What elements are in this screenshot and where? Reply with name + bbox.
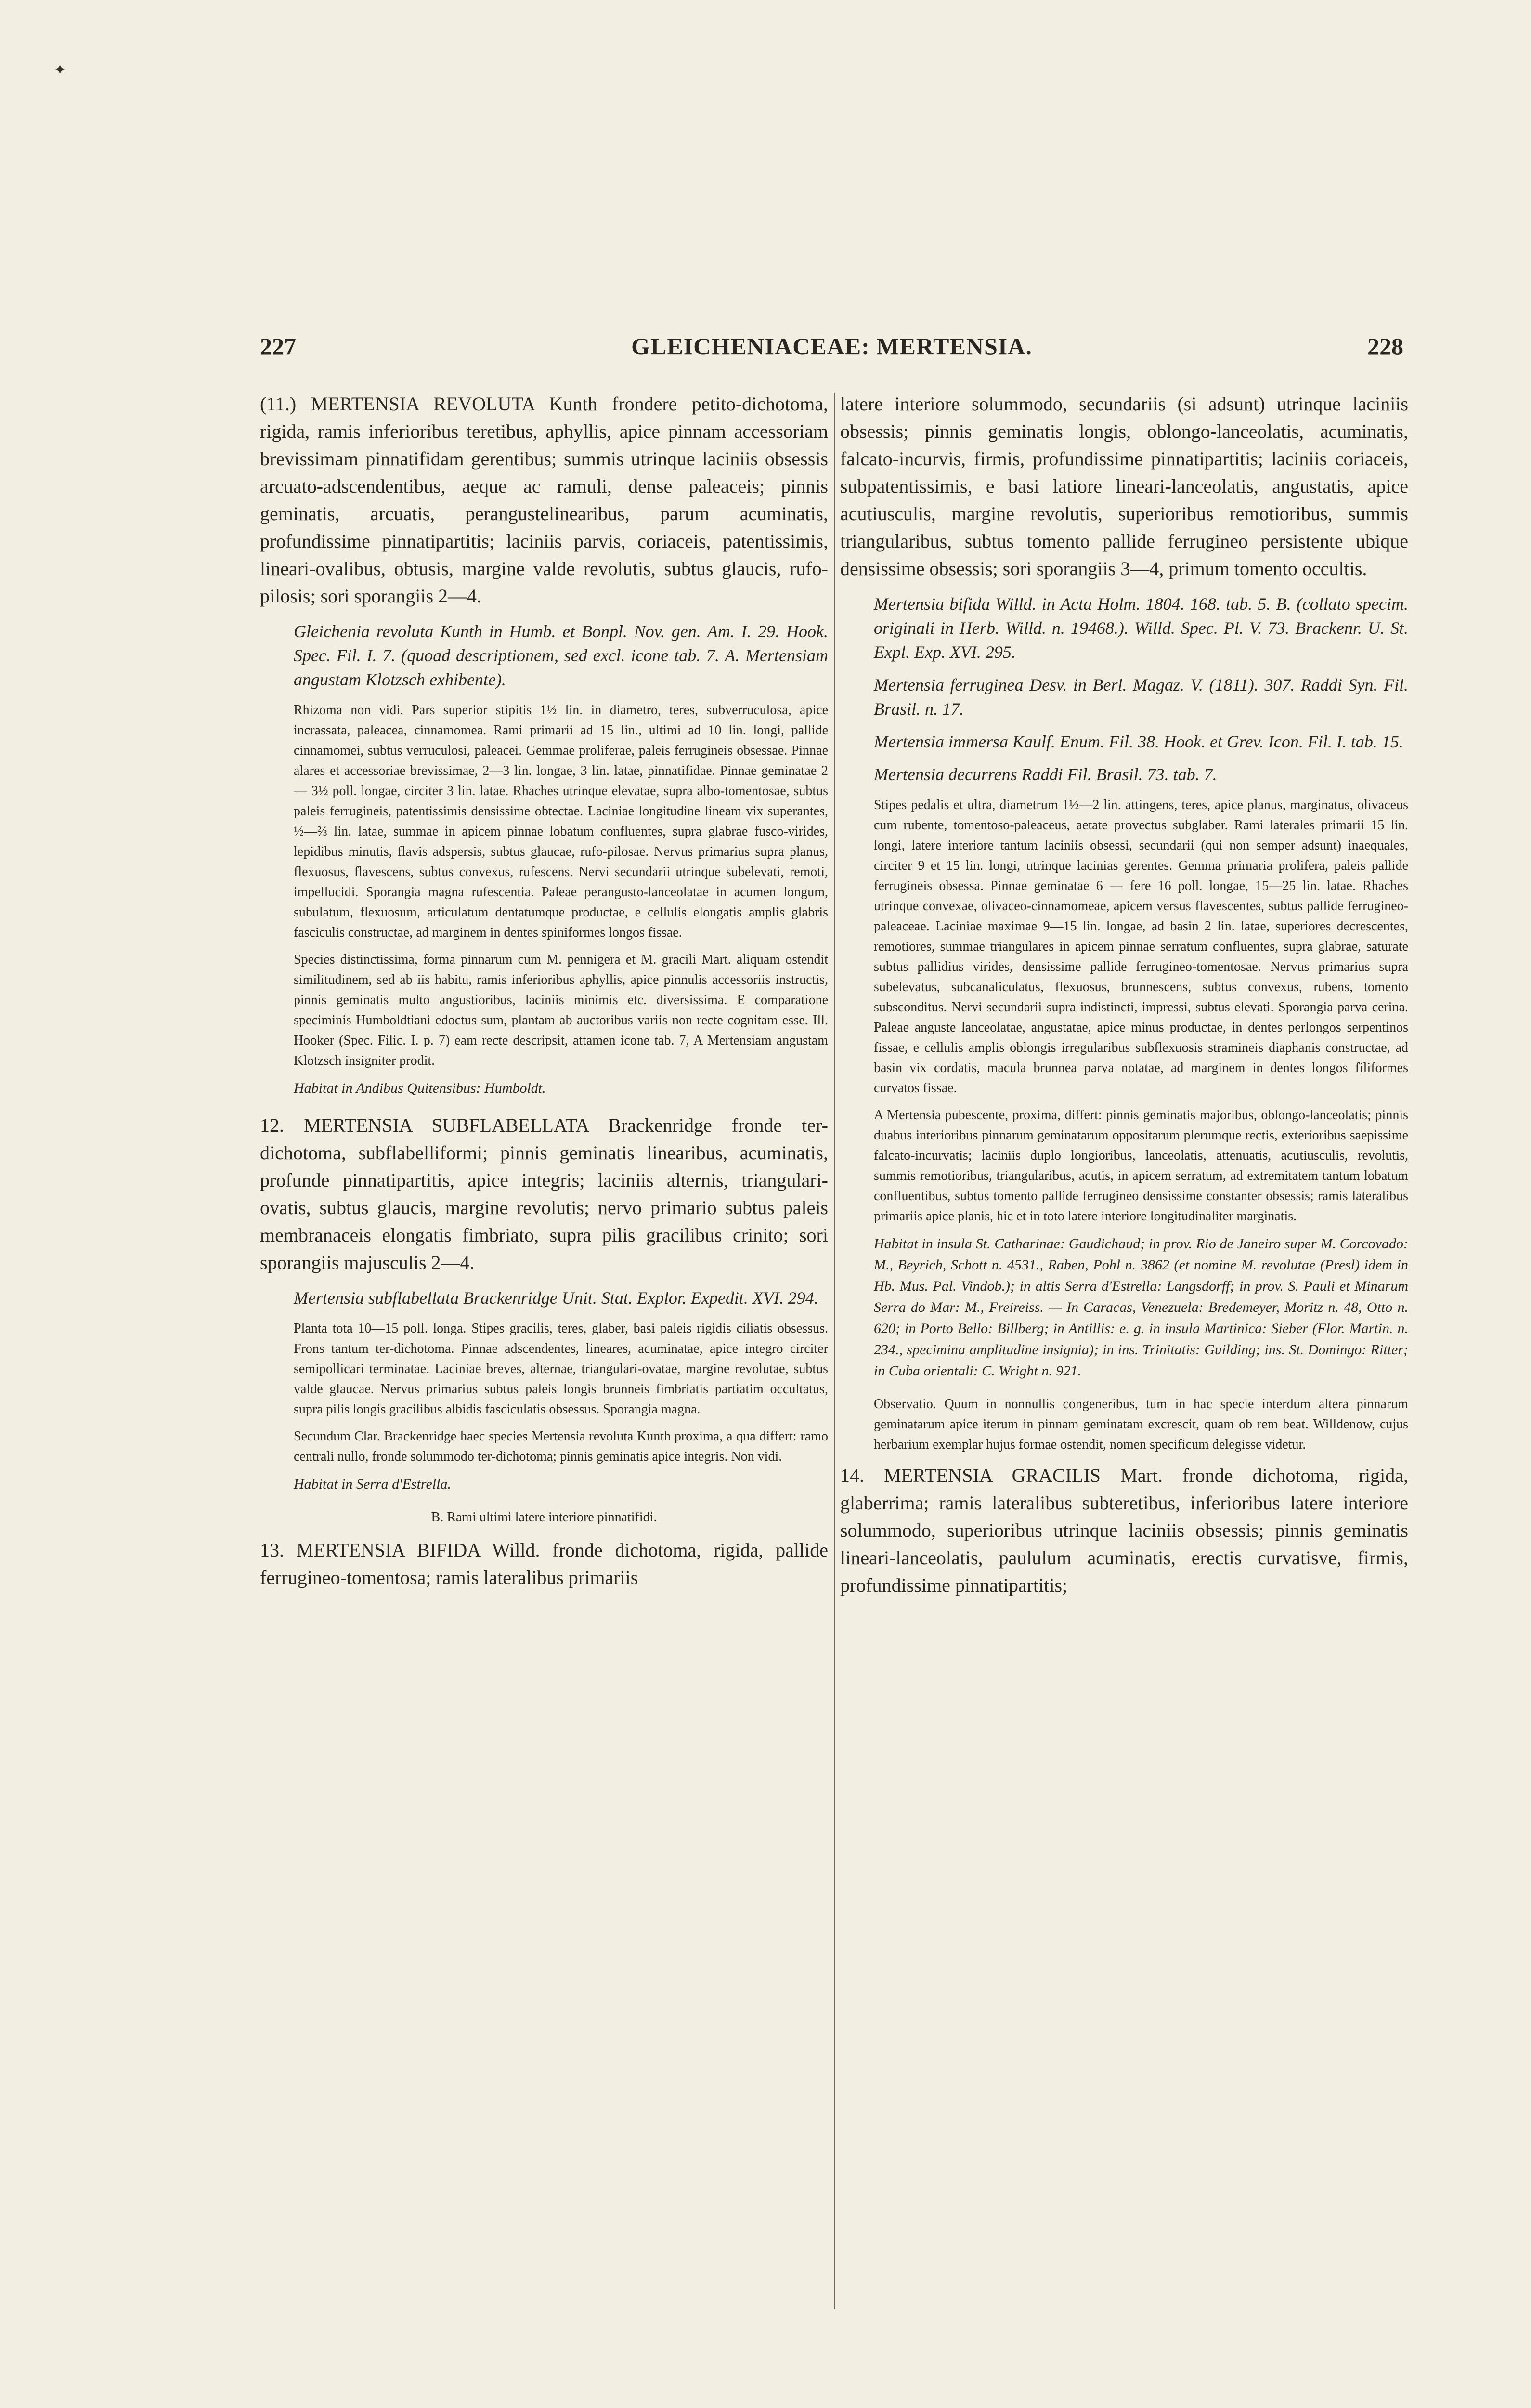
synonymy-citation: Mertensia immersa Kaulf. Enum. Fil. 38. Hook. et Grev. Icon. Fil. I. tab. 15.: [874, 732, 1403, 751]
left-column: [260, 390, 828, 2408]
species-description: (11.) MERTENSIA REVOLUTA Kunth frondere petito-dichotoma, rigida, ramis inferioribus teretibus, aphyllis, apice pinnam accessoriam brevissimam pinnatifidam gerentibus; summis utrinque laciniis obsessis arcuato-adscendentibus, aeque ac ramuli, dense paleaceis; pinnis geminatis, arcuatis, perangustelinearibus, parum acuminatis, profundissime pinnatipartitis; laciniis parvis, coriaceis, patentissimis, lineari-ovalibus, obtusis, margine valde revolutis, subtus glaucis, rufo-pilosis; sori sporangiis 2—4.: [260, 393, 828, 607]
synonymy-citation: Mertensia ferruginea Desv. in Berl. Magaz. V. (1811). 307. Raddi Syn. Fil. Brasil. n. 17.: [874, 675, 1408, 719]
habitat-line: Habitat in insula St. Catharinae: Gaudichaud; in prov. Rio de Janeiro super M. Corcovado: M., Beyrich, Schott n. 4531., Raben, Pohl n. 3862 (et nomine M. revolutae (Presl) idem in Hb. Mus. Pal. Vindob.); in altis Serra d'Estrella: Langsdorff; in prov. S. Pauli et Minarum Serra do Mar: M., Freireiss. — In Caracas, Venezuela: Bredemeyer, Moritz n. 48, Otto n. 620; in Porto Bello: Billberg; in Antillis: e. g. in insula Martinica: Sieber (Flor. Martin. n. 234., specimina amplitudine insignia); in ins. Trinitatis: Guilding; ins. St. Domingo: Ritter; in Cuba orientali: C. Wright n. 921.: [874, 1236, 1408, 1379]
observation-paragraph: Observatio. Quum in nonnullis congeneribus, tum in hac specie interdum altera pinnarum geminatarum apice iterum in pinnam geminatam excrescit, quam ob rem beat. Willdenow, cujus herbarium exemplar hujus formae ostendit, nomen specificum delegisse videtur.: [874, 1397, 1408, 1452]
habitat-line: Habitat in Serra d'Estrella.: [294, 1476, 451, 1492]
page-number-right: 228: [1367, 333, 1403, 360]
margin-mark: ✦: [54, 62, 66, 78]
morphology-paragraph: Stipes pedalis et ultra, diametrum 1½—2 lin. attingens, teres, apice planus, marginatus, olivaceus cum rubente, tomentoso-paleaceus, aetate provectus subglaber. Rami laterales primarii 15 lin. longi, latere interiore tantum laciniis obsessi, secundarii (qui non semper adsunt) inaequales, circiter 9 et 15 lin. longi, utrinque lacinias gerentes. Gemma primaria prolifera, paleis pallide ferrugineis obsessa. Pinnae geminatae 6 — fere 16 poll. longae, 15—25 lin. latae. Rhaches utrinque convexae, olivaceo-cinnamomeae, apicem versus flavescentes, subtus pallide ferrugineo-paleaceae. Laciniae maximae 9—15 lin. longae, ad basin 2 lin. latae, superiores decrescentes, remotiores, summae triangulares in apicem pinnae serratum confluentes, supra glabrae, saturate subtus pallidius virides, densissime pallide ferrugineo-tomentosae. Nervus primarius supra subelevatus, subcanaliculatus, flexuosus, brunnescens, subtus convexus, rubens, tomento subsconditus. Nervi secundarii supra indistincti, impressi, subtus elevati. Sporangia parva cerina. Paleae anguste lanceolatae, angustatae, apice minus productae, in dentes perlongos serpentinos fissae, e cellulis amplis oblongis irregularibus subflexuosis stramineis diaphanis constructae, ad basin vix cordatis, macula brunnea parva notatae, ad marginem in dentes longos filiformes curvatos fissae.: [874, 798, 1408, 1096]
synonymy-citation: Mertensia decurrens Raddi Fil. Brasil. 73. tab. 7.: [874, 765, 1217, 784]
right-column: [840, 390, 1408, 2408]
column-divider: [834, 393, 835, 2309]
species-description-continued: latere interiore solummodo, secundariis (si adsunt) utrinque laciniis obsessis; pinnis geminatis longis, oblongo-lanceolatis, acuminatis, falcato-incurvis, firmis, profundissime pinnatipartitis; laciniis coriaceis, subpatentissimis, e basi latiore lineari-lanceolatis, angustatis, apice acutiusculis, margine revolutis, superioribus remotioribus, summis triangularibus, subtus tomento pallide ferrugineo persistente ubique densissime obsessis; sori sporangiis 3—4, primum tomento occultis.: [840, 393, 1408, 579]
species-description: 12. MERTENSIA SUBFLABELLATA Brackenridge fronde ter-dichotoma, subflabelliformi; pinnis geminatis linearibus, acuminatis, profunde pinnatipartitis, apice integris; laciniis alternis, triangulari-ovatis, subtus glaucis, margine revolutis; nervo primario subtus paleis membranaceis elongatis fimbriato, supra pilis gracilibus crinito; sori sporangiis majusculis 2—4.: [260, 1114, 828, 1273]
species-description: 13. MERTENSIA BIFIDA Willd. fronde dichotoma, rigida, pallide ferrugineo-tomentosa; ramis lateralibus primariis: [260, 1539, 828, 1588]
page-number-left: 227: [260, 333, 296, 360]
running-title: GLEICHENIACEAE: MERTENSIA.: [631, 333, 1032, 360]
morphology-paragraph: Rhizoma non vidi. Pars superior stipitis 1½ lin. in diametro, teres, subverruculosa, apice incrassata, paleacea, cinnamomea. Rami primarii ad 15 lin., ultimi ad 10 lin. longi, pallide cinnamomei, subtus verruculosi, paleacei. Gemmae proliferae, paleis ferrugineis obsessae. Pinnae alares et accessoriae brevissimae, 2—3 lin. longae, 3 lin. latae, pinnatifidae. Pinnae geminatae 2 — 3½ poll. longae, circiter 3 lin. latae. Rhaches utrinque elevatae, supra albo-tomentosae, subtus paleis ferrugineis, patentissimis densissime obtectae. Laciniae longitudine lineam vix superantes, ½—⅔ lin. latae, summae in apicem pinnae lobatum confluentes, supra glabrae fusco-virides, lepidibus minutis, flavis adspersis, subtus glaucae, rufo-pilosae. Nervus primarius supra planus, flexuosus, flavescens, subtus convexus, rufescens. Nervi secundarii utrinque subelevati, remoti, impellucidi. Sporangia magna rufescentia. Paleae perangusto-lanceolatae in acumen longum, subulatum, flexuosum, articulatum dentatumque productae, e cellulis elongatis amplis glabris fasciculis constructae, ad marginem in dentes spiniformes longos fissae.: [294, 703, 828, 940]
habitat-line: Habitat in Andibus Quitensibus: Humboldt.: [294, 1080, 546, 1096]
remarks-paragraph: Secundum Clar. Brackenridge haec species Mertensia revoluta Kunth proxima, a qua differt: ramo centrali nullo, fronde solummodo ter-dichotoma; pinnis geminatis apice integris. Non vidi.: [294, 1429, 828, 1464]
morphology-paragraph: Planta tota 10—15 poll. longa. Stipes gracilis, teres, glaber, basi paleis rigidis ciliatis obsessus. Frons tantum ter-dichotoma. Pinnae adscendentes, lineares, acuminatae, apice integro circiter semipollicari terminatae. Laciniae breves, alternae, triangulari-ovatae, margine revolutae, subtus valde glaucae. Nervus primarius subtus paleis longis brunneis fimbriatis partiatim occultatus, supra pilis longis gracilibus albidis fasciculatis obsessus. Sporangia magna.: [294, 1321, 828, 1417]
synonymy-citation: Mertensia subflabellata Brackenridge Unit. Stat. Explor. Expedit. XVI. 294.: [294, 1288, 818, 1308]
species-description: 14. MERTENSIA GRACILIS Mart. fronde dichotoma, rigida, glaberrima; ramis lateralibus subteretibus, inferioribus latere interiore solummodo, superioribus utrinque laciniis obsessis; pinnis geminatis lineari-lanceolatis, paululum acuminatis, erectis curvatisve, firmis, profundissime pinnatipartitis;: [840, 1465, 1408, 1596]
synonymy-citation: Mertensia bifida Willd. in Acta Holm. 1804. 168. tab. 5. B. (collato specim. originali in Herb. Willd. n. 19468.). Willd. Spec. Pl. V. 73. Brackenr. U. St. Expl. Exp. XVI. 295.: [874, 594, 1408, 662]
synonymy-citation: Gleichenia revoluta Kunth in Humb. et Bonpl. Nov. gen. Am. I. 29. Hook. Spec. Fil. I. 7. (quoad descriptionem, sed excl. icone tab. 7. A. Mertensiam angustam Klotzsch exhibente).: [294, 622, 828, 689]
remarks-paragraph: A Mertensia pubescente, proxima, differt: pinnis geminatis majoribus, oblongo-lanceolatis; pinnis duabus interioribus pinnarum geminatarum oppositarum plerumque rectis, exterioribus saepissime falcato-incurvatis; laciniis duplo longioribus, lanceolatis, attenuatis, acutiusculis, revolutis, summis remotioribus, triangularibus, acutis, in apicem serratum, ad extremitatem tantum lobatum confluentibus, subtus tomento pallide ferrugineo densissime constanter obsessis; ramis lateralibus primariis apice planis, hic et in toto latere interiore longitudinaliter marginatis.: [874, 1108, 1408, 1224]
remarks-paragraph: Species distinctissima, forma pinnarum cum M. pennigera et M. gracili Mart. aliquam ostendit similitudinem, sed ab iis habitu, ramis inferioribus aphyllis, apice pinnulis accessoriis instructis, pinnis geminatis multo angustioribus, laciniis minimis etc. diversissima. E comparatione speciminis Humboldtiani edoctus sum, plantam ab auctoribus variis non recte cognitam esse. Ill. Hooker (Spec. Filic. I. p. 7) eam recte descripsit, attamen icone tab. 7, A Mertensiam angustam Klotzsch insigniter prodit.: [294, 952, 828, 1068]
section-heading: B. Rami ultimi latere interiore pinnatifidi.: [431, 1510, 657, 1525]
running-header: [260, 332, 1403, 366]
